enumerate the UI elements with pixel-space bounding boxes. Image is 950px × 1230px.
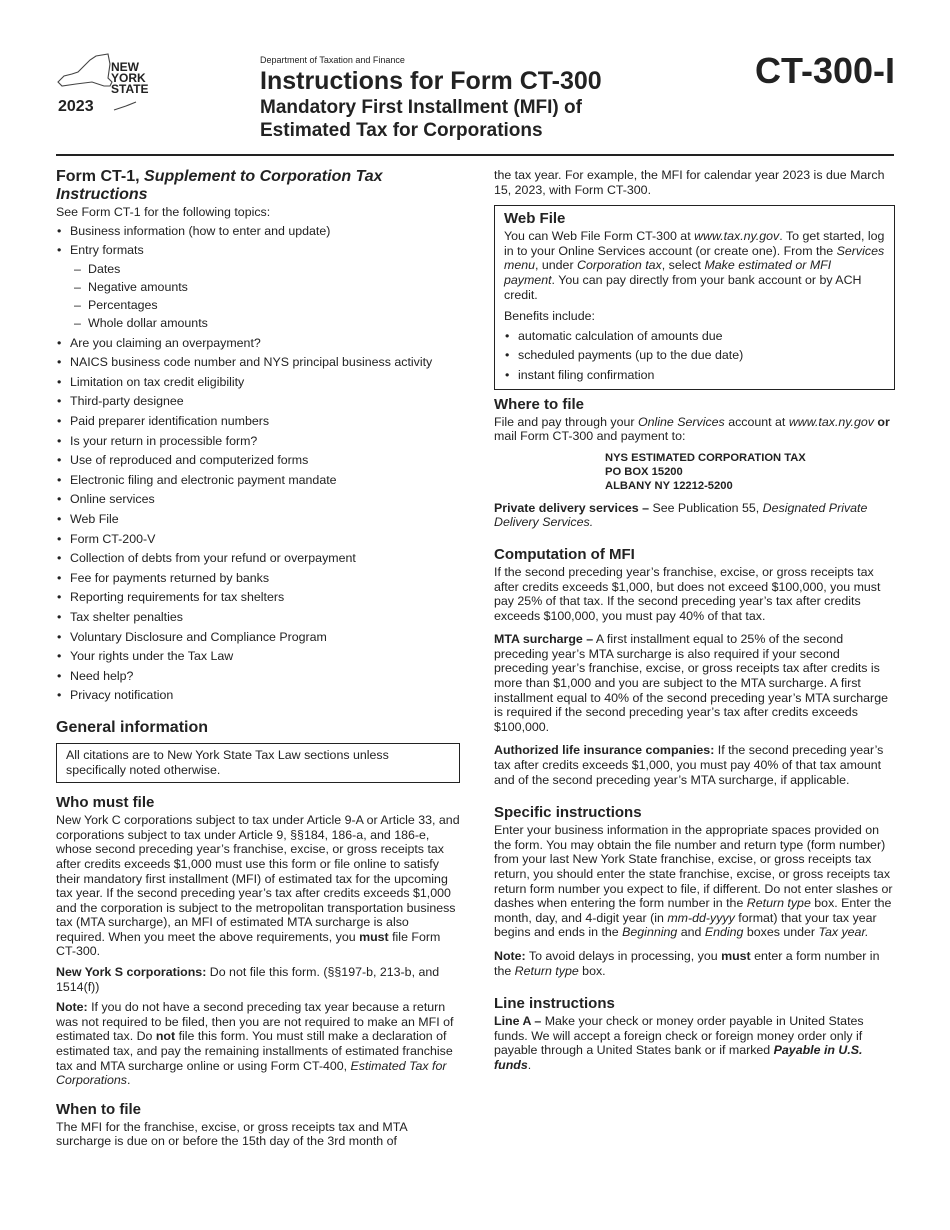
- sub-list-item: – Negative amounts: [70, 280, 460, 295]
- address-line: PO BOX 15200: [605, 465, 683, 478]
- line-a-text: [494, 1014, 895, 1072]
- sp-i4: Ending: [704, 925, 744, 940]
- citation-note: All citations are to New York State Tax Law sections unless specifically noted otherwise.: [66, 747, 389, 777]
- list-item: • Are you claiming an overpayment?: [56, 336, 460, 351]
- wf-t4: , select: [661, 258, 705, 273]
- sub-list-item: – Whole dollar amounts: [70, 316, 460, 331]
- private-label: Private delivery services –: [494, 500, 649, 515]
- benefits-list: [504, 329, 885, 383]
- list-item: • Fee for payments returned by banks: [56, 571, 460, 586]
- s-corp-label: New York S corporations:: [56, 965, 207, 980]
- sub-list-item: – Dates: [70, 262, 460, 277]
- list-item: • Web File: [56, 512, 460, 527]
- when-to-file-heading: When to file: [56, 1100, 141, 1118]
- line-a-label: Line A –: [494, 1014, 542, 1029]
- private-i: Designated Private Delivery Services.: [494, 500, 868, 530]
- note2-t2: enter a form number in the: [494, 948, 880, 978]
- when-to-file-text: The MFI for the franchise, excise, or gross receipts tax and MTA surcharge is due on or before the 15th day of the 3rd month of: [56, 1119, 407, 1149]
- specific-instructions-text: [494, 823, 895, 940]
- web-file-box: [494, 205, 895, 389]
- logo-year: 2023: [58, 98, 94, 115]
- page-subtitle: [260, 96, 582, 142]
- line-a-body: Make your check or money order payable in United States funds. We will accept a foreign check or foreign money order only if payable through a United States bank or if marked: [494, 1014, 864, 1058]
- list-item: • Collection of debts from your refund or overpayment: [56, 551, 460, 566]
- list-item: • Use of reproduced and computerized forms: [56, 453, 460, 468]
- s-corp-text: Do not file this form. (§§197-b, 213-b, and 1514(f)): [56, 965, 440, 994]
- list-item: • Business information (how to enter and update): [56, 224, 460, 239]
- wf-t2: . To get started, log in to your Online Services account (or create one). From the: [504, 229, 885, 258]
- private-delivery-note: [494, 501, 895, 530]
- mta-text: A first installment equal to 25% of the second preceding year’s MTA surcharge is also required if your second preceding year’s franchise, excise, or gross receipts tax after credits is more than $1,000 and you are subject to the MTA surcharge. A first installment equal to 40% of the second preceding year’s MTA surcharge is required if the second preceding year’s tax after credits exceeds $100,000.: [494, 632, 888, 734]
- note2-must: must: [721, 948, 751, 963]
- wh-t1: File and pay through your: [494, 414, 638, 429]
- note-italic: Estimated Tax for Corporations: [56, 1058, 447, 1088]
- note2-label: Note:: [494, 948, 526, 963]
- list-item: • Your rights under the Tax Law: [56, 649, 460, 664]
- sp-i3: Beginning: [622, 925, 678, 940]
- sp-t4: and: [677, 925, 705, 940]
- line-instructions-heading: Line instructions: [494, 995, 615, 1013]
- s-corp-note: [56, 965, 460, 994]
- private-t1: See Publication 55,: [649, 500, 763, 515]
- web-file-text: [504, 229, 885, 302]
- sp-t5: boxes under: [743, 925, 819, 940]
- sp-i2: mm-dd-yyyy: [667, 910, 735, 925]
- ct1-heading-plain: Form CT-1,: [56, 168, 145, 185]
- wf-i1: Services menu: [504, 243, 885, 273]
- sub-list-item: – Percentages: [70, 298, 460, 313]
- specific-instructions-heading: Specific instructions: [494, 804, 642, 822]
- who-must-file-text: [56, 813, 460, 959]
- tax-site-link[interactable]: www.tax.ny.gov: [694, 229, 780, 244]
- list-item: • Is your return in processible form?: [56, 434, 460, 449]
- wh-i1: Online Services: [637, 414, 725, 429]
- list-item: • Electronic filing and electronic payment mandate: [56, 473, 460, 488]
- ct1-intro: See Form CT-1 for the following topics:: [56, 205, 271, 219]
- page-title: Instructions for Form CT-300: [260, 67, 602, 95]
- logo-text: NEW YORK STATE: [111, 60, 149, 96]
- note2-t3: box.: [578, 963, 606, 978]
- header-divider: [56, 154, 894, 156]
- wf-t1: You can Web File Form CT-300 at: [504, 229, 695, 244]
- list-item: • Privacy notification: [56, 688, 460, 703]
- entry-formats-sublist: [70, 262, 460, 331]
- list-item: • Need help?: [56, 669, 460, 684]
- who-must-file-heading: Who must file: [56, 794, 155, 812]
- line-a-end: .: [527, 1057, 532, 1072]
- who-note: [56, 1000, 460, 1088]
- note-label: Note:: [56, 1000, 88, 1015]
- computation-text: If the second preceding year’s franchise, excise, or gross receipts tax after credits exceeds $1,000, but does not exceed $100,000, you must pay 25% of that tax. If the second preceding year’s tax after credits exceeds $100,000, you must pay 40% of that tax.: [494, 564, 881, 623]
- life-insurance-text: [494, 743, 895, 787]
- address-line: NYS ESTIMATED CORPORATION TAX: [605, 451, 806, 464]
- list-item: • instant filing confirmation: [504, 368, 885, 383]
- wh-t3: mail Form CT-300 and payment to:: [494, 429, 686, 444]
- mta-label: MTA surcharge –: [494, 632, 594, 647]
- wf-t3: , under: [535, 258, 578, 273]
- sp-t3: format) that your tax year begins and ends in the: [494, 910, 877, 940]
- benefits-intro: Benefits include:: [504, 309, 595, 324]
- list-item: • Limitation on tax credit eligibility: [56, 375, 460, 390]
- who-text-2: file Form CT-300.: [56, 929, 441, 959]
- note2-i: Return type: [514, 963, 579, 978]
- ali-text: If the second preceding year’s tax after credits exceeds $1,000, you must pay 40% of that tax amount and of the second preceding year’s MTA surcharge, if applicable.: [494, 743, 884, 787]
- list-item: • Paid preparer identification numbers: [56, 414, 460, 429]
- address-line: ALBANY NY 12212-5200: [605, 479, 733, 492]
- wf-i3: Make estimated or MFI payment: [504, 258, 832, 287]
- entry-formats-label: Entry formats: [70, 243, 144, 258]
- general-info-heading: General information: [56, 718, 209, 736]
- computation-heading: Computation of MFI: [494, 545, 635, 563]
- wf-i2: Corporation tax: [577, 258, 662, 273]
- where-to-file-text: [494, 415, 895, 444]
- mailing-address: [605, 451, 895, 493]
- wh-t2: account at: [724, 414, 789, 429]
- note-not: not: [155, 1029, 176, 1044]
- list-item: [56, 243, 460, 330]
- department-name: Department of Taxation and Finance: [260, 55, 405, 65]
- list-item: • Form CT-200-V: [56, 532, 460, 547]
- list-item: • Third-party designee: [56, 394, 460, 409]
- where-to-file-heading: Where to file: [494, 395, 585, 413]
- list-item: • Tax shelter penalties: [56, 610, 460, 625]
- ct1-heading-italic: Supplement to Corporation Tax Instructions: [56, 168, 383, 203]
- form-number: CT-300-I: [754, 50, 895, 91]
- wh-or: or: [873, 414, 890, 429]
- list-item: • Voluntary Disclosure and Compliance Program: [56, 630, 460, 645]
- list-item: • scheduled payments (up to the due date): [504, 348, 885, 363]
- web-file-heading: Web File: [504, 210, 566, 228]
- tax-site-link[interactable]: www.tax.ny.gov: [788, 414, 874, 429]
- right-column: [494, 168, 895, 1079]
- note2-t1: To avoid delays in processing, you: [525, 948, 722, 963]
- left-column: [56, 168, 460, 1155]
- who-text-1: New York C corporations subject to tax under Article 9-A or Article 33, and corporations subject to tax under Article 9, §§184, 186-a, and 186-e, whose second preceding year’s franchise, excise, or gross receipts tax after credits exceeds $1,000 must use this form or file online to satisfy their mandatory first installment (MFI) of estimated tax for the upcoming tax year. If the second preceding year’s tax after credits exceeds $1,000 and the corporation is subject to the metropolitan transportation business tax (MTA surcharge), an MFI of estimated MTA surcharge is also required. When you meet the above requirements, you: [56, 813, 460, 944]
- sp-i5: Tax year.: [818, 925, 869, 940]
- list-item: • Reporting requirements for tax shelters: [56, 590, 460, 605]
- who-must: must: [359, 929, 389, 944]
- wf-t5: . You can pay directly from your bank account or by ACH credit.: [504, 272, 862, 302]
- note-end: .: [126, 1073, 131, 1088]
- subtitle-line-1: Mandatory First Installment (MFI) of: [260, 97, 582, 118]
- citation-note-box: [56, 743, 460, 783]
- when-to-file-cont: the tax year. For example, the MFI for calendar year 2023 is due March 15, 2023, with Form CT-300.: [494, 168, 885, 197]
- list-item: • NAICS business code number and NYS principal business activity: [56, 355, 460, 370]
- ali-label: Authorized life insurance companies:: [494, 743, 715, 758]
- nys-logo: [56, 52, 166, 118]
- line-a-bold-italic: Payable in U.S. funds: [494, 1043, 863, 1072]
- ct1-heading: [56, 168, 460, 204]
- subtitle-line-2: Estimated Tax for Corporations: [260, 120, 543, 141]
- list-item: • automatic calculation of amounts due: [504, 329, 885, 344]
- sp-t1: Enter your business information in the appropriate spaces provided on the form. You may obtain the file number and return type (form number) from your last New York State franchise, excise, or gross receipts tax return, you should enter the state franchise, excise, or gross receipts tax return form number you expect to file, if different. Do not enter slashes or dashes when entering the form number in the: [494, 823, 893, 911]
- sp-i1: Return type: [746, 896, 811, 911]
- note-text-2: file this form. You must still make a declaration of estimated tax, and pay the remaining installments of estimated franchise tax and MTA surcharge online or using Form CT-400,: [56, 1029, 453, 1073]
- return-type-note: [494, 949, 895, 978]
- mta-surcharge-text: [494, 632, 895, 734]
- topics-list: [56, 224, 460, 703]
- list-item: • Online services: [56, 492, 460, 507]
- sp-t2: box. Enter the month, day, and 4-digit year (in: [494, 896, 892, 925]
- note-text-1: If you do not have a second preceding tax year because a return was not required to be filed, then you are not required to make an MFI of estimated tax. Do: [56, 1000, 454, 1044]
